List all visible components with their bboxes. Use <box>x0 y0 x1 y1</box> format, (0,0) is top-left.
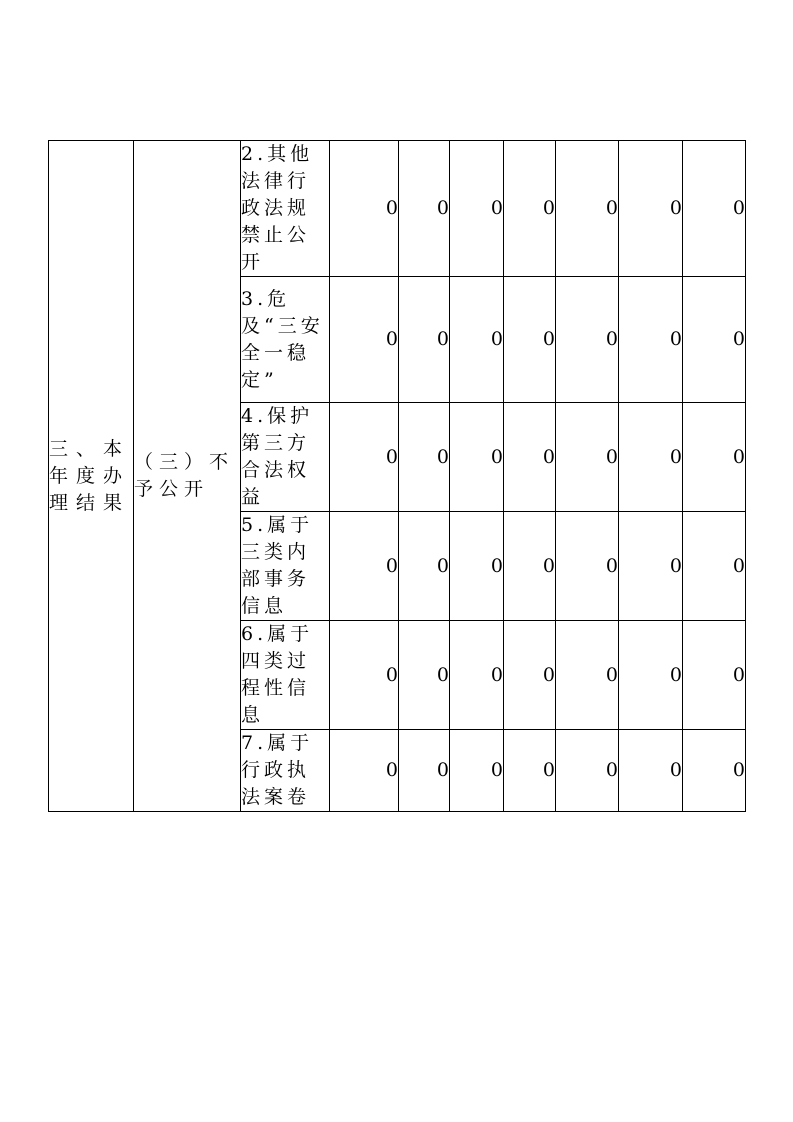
cell-value: 0 <box>399 277 450 403</box>
row-label: 6.属于四类过程性信息 <box>241 621 330 730</box>
cell-value: 0 <box>556 141 619 277</box>
cell-value: 0 <box>683 621 746 730</box>
cell-value: 0 <box>330 621 399 730</box>
cell-value: 0 <box>504 512 556 621</box>
cell-value: 0 <box>450 141 504 277</box>
cell-value: 0 <box>399 730 450 812</box>
cell-value: 0 <box>683 403 746 512</box>
cell-value: 0 <box>504 141 556 277</box>
row-label: 3.危及“三安全一稳定” <box>241 277 330 403</box>
cell-value: 0 <box>450 403 504 512</box>
row-label: 7.属于行政执法案卷 <box>241 730 330 812</box>
cell-value: 0 <box>504 403 556 512</box>
cell-value: 0 <box>619 403 683 512</box>
cell-value: 0 <box>556 621 619 730</box>
row-label: 4.保护第三方合法权益 <box>241 403 330 512</box>
cell-value: 0 <box>504 621 556 730</box>
cell-value: 0 <box>504 730 556 812</box>
cell-value: 0 <box>399 403 450 512</box>
cell-value: 0 <box>683 730 746 812</box>
cell-value: 0 <box>504 277 556 403</box>
cell-value: 0 <box>619 141 683 277</box>
cell-value: 0 <box>399 512 450 621</box>
cell-value: 0 <box>399 141 450 277</box>
cell-value: 0 <box>619 621 683 730</box>
cell-value: 0 <box>450 277 504 403</box>
cell-value: 0 <box>330 403 399 512</box>
cell-value: 0 <box>330 141 399 277</box>
cell-value: 0 <box>330 512 399 621</box>
section-label: 三、本年度办理结果 <box>49 141 134 812</box>
row-label: 2.其他法律行政法规禁止公开 <box>241 141 330 277</box>
row-label: 5.属于三类内部事务信息 <box>241 512 330 621</box>
cell-value: 0 <box>683 277 746 403</box>
cell-value: 0 <box>619 512 683 621</box>
table-row <box>49 141 746 277</box>
subsection-label: （三）不予公开 <box>134 141 241 812</box>
cell-value: 0 <box>683 141 746 277</box>
cell-value: 0 <box>619 730 683 812</box>
cell-value: 0 <box>450 730 504 812</box>
cell-value: 0 <box>683 512 746 621</box>
cell-value: 0 <box>330 730 399 812</box>
cell-value: 0 <box>330 277 399 403</box>
cell-value: 0 <box>619 277 683 403</box>
results-table <box>48 140 746 812</box>
cell-value: 0 <box>556 277 619 403</box>
cell-value: 0 <box>399 621 450 730</box>
cell-value: 0 <box>450 512 504 621</box>
cell-value: 0 <box>450 621 504 730</box>
cell-value: 0 <box>556 512 619 621</box>
cell-value: 0 <box>556 403 619 512</box>
cell-value: 0 <box>556 730 619 812</box>
